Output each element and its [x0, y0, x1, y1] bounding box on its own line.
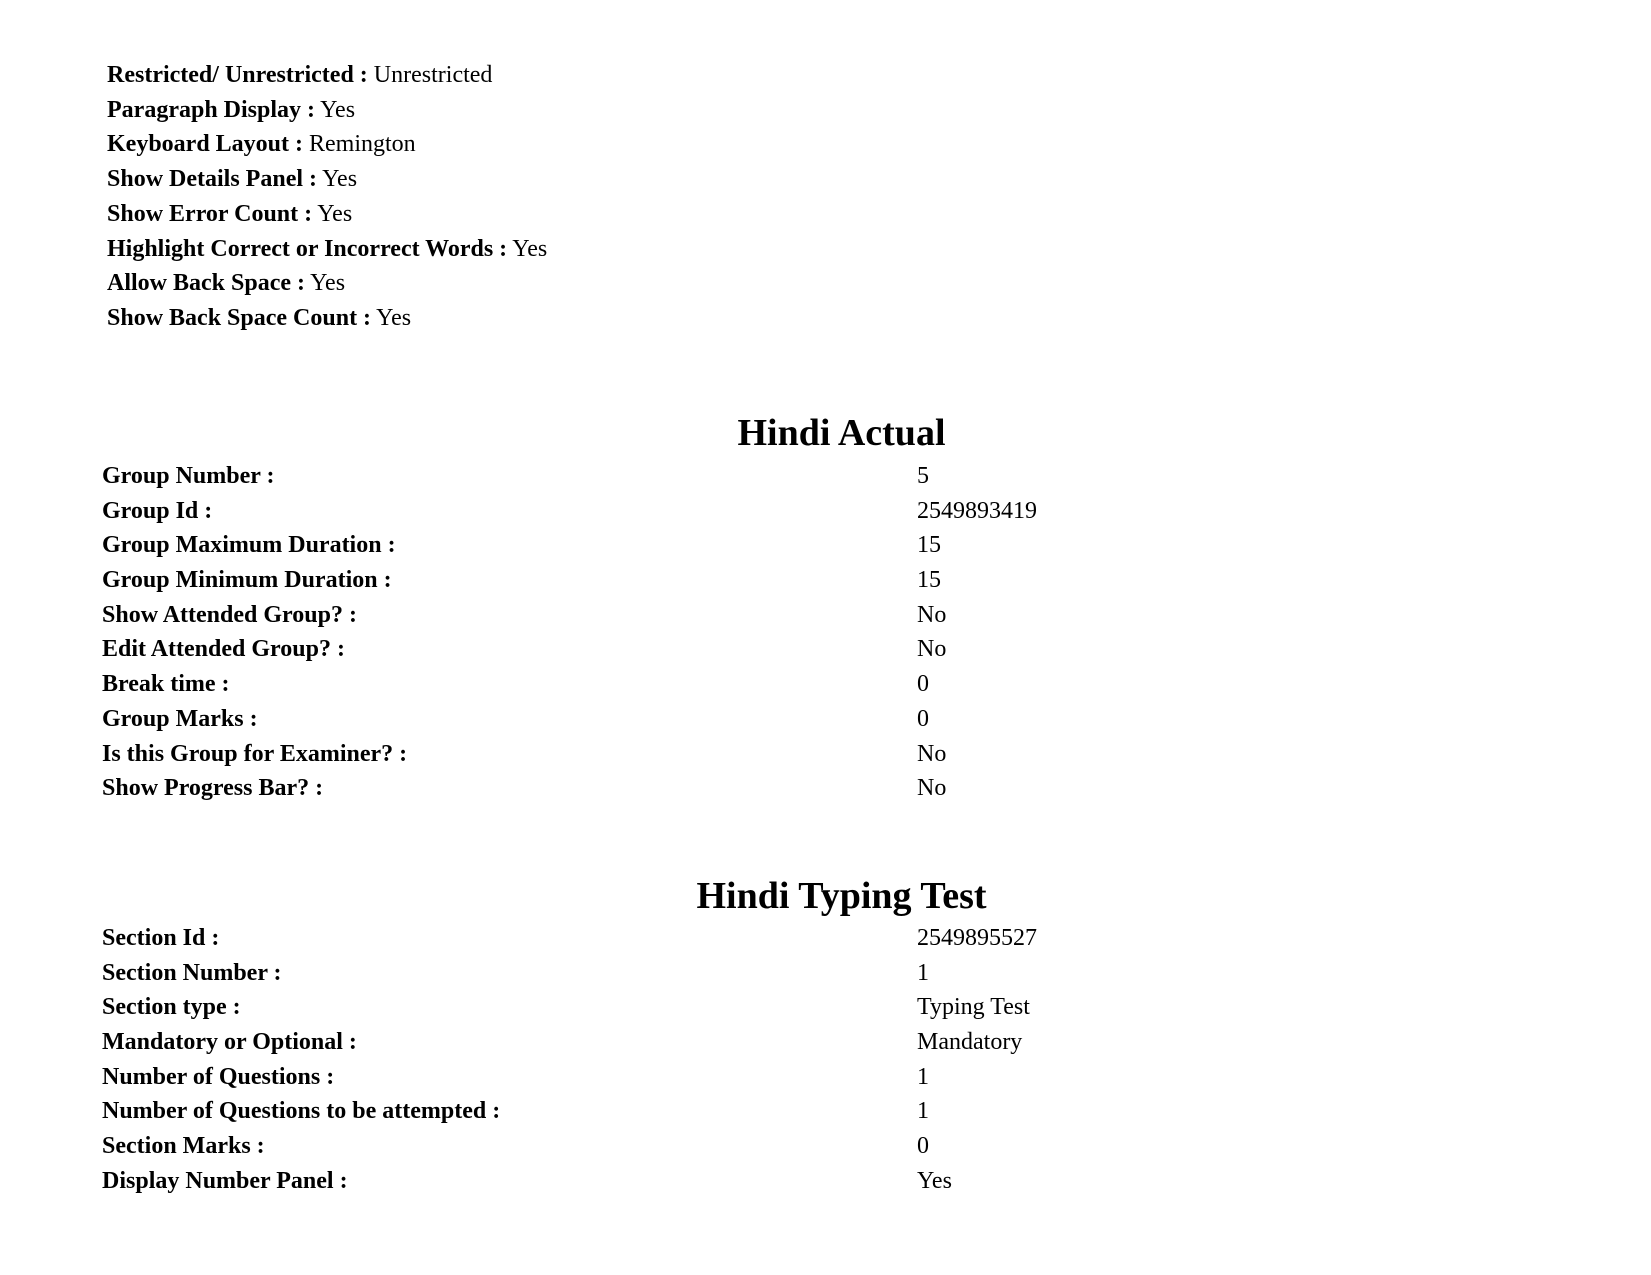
- section-details-table: [102, 921, 1102, 1199]
- row-value: 0: [917, 671, 929, 698]
- group-row-id: [102, 494, 1102, 529]
- row-value: No: [917, 636, 947, 663]
- setting-value: Yes: [310, 270, 346, 297]
- setting-label: Restricted/ Unrestricted :: [107, 62, 368, 88]
- group-row-edit-attended: [102, 632, 1102, 667]
- row-value: 1: [917, 959, 929, 986]
- setting-value: Yes: [376, 304, 412, 331]
- setting-show-back-space-count: [107, 301, 547, 336]
- group-details-table: [102, 459, 1102, 806]
- row-value: Yes: [917, 1167, 952, 1194]
- setting-label: Allow Back Space :: [107, 270, 305, 297]
- row-value: 15: [917, 532, 941, 559]
- row-label: Show Progress Bar? :: [102, 775, 324, 802]
- typing-settings-list: [107, 58, 547, 336]
- setting-value: Remington: [309, 131, 416, 158]
- row-value: 5: [917, 463, 929, 489]
- setting-keyboard-layout: [107, 127, 547, 162]
- row-value: 15: [917, 567, 941, 594]
- group-row-for-examiner: [102, 737, 1102, 772]
- setting-label: Show Details Panel :: [107, 166, 317, 193]
- setting-label: Highlight Correct or Incorrect Words :: [107, 235, 508, 262]
- section-row-type: [102, 990, 1102, 1025]
- group-row-min-duration: [102, 563, 1102, 598]
- group-title: Hindi Actual: [737, 412, 946, 454]
- row-label: Break time :: [102, 671, 230, 698]
- section-row-number: [102, 956, 1102, 991]
- setting-label: Paragraph Display :: [107, 96, 316, 123]
- setting-allow-back-space: [107, 266, 547, 301]
- row-value: No: [917, 775, 947, 802]
- row-label: Number of Questions to be attempted :: [102, 1098, 501, 1125]
- row-value: No: [917, 601, 947, 628]
- setting-value: Yes: [322, 166, 358, 193]
- row-label: Edit Attended Group? :: [102, 636, 345, 663]
- group-row-max-duration: [102, 528, 1102, 563]
- section-row-mandatory: [102, 1025, 1102, 1060]
- row-label: Group Number :: [102, 463, 275, 489]
- row-value: 2549893419: [917, 497, 1037, 524]
- row-label: Section type :: [102, 994, 241, 1021]
- setting-show-details-panel: [107, 162, 547, 197]
- row-value: 1: [917, 1098, 929, 1125]
- row-label: Display Number Panel :: [102, 1167, 348, 1194]
- group-row-marks: [102, 702, 1102, 737]
- section-row-number-panel: [102, 1164, 1102, 1199]
- setting-label: Show Error Count :: [107, 200, 313, 227]
- row-value: 0: [917, 1133, 929, 1160]
- row-label: Group Marks :: [102, 705, 258, 732]
- setting-paragraph-display: [107, 93, 547, 128]
- row-label: Number of Questions :: [102, 1063, 335, 1090]
- setting-show-error-count: [107, 197, 547, 232]
- section-row-id: [102, 921, 1102, 956]
- group-row-break-time: [102, 667, 1102, 702]
- setting-restricted: [107, 58, 547, 93]
- row-value: Typing Test: [917, 994, 1030, 1021]
- row-label: Group Maximum Duration :: [102, 532, 396, 559]
- setting-label: Show Back Space Count :: [107, 304, 372, 331]
- setting-value: Yes: [512, 235, 548, 262]
- row-label: Group Id :: [102, 497, 213, 524]
- row-label: Mandatory or Optional :: [102, 1029, 357, 1056]
- row-value: 0: [917, 705, 929, 732]
- section-row-questions-to-attempt: [102, 1094, 1102, 1129]
- row-label: Section Number :: [102, 959, 282, 986]
- section-row-marks: [102, 1129, 1102, 1164]
- row-label: Group Minimum Duration :: [102, 567, 392, 594]
- group-row-progress-bar: [102, 771, 1102, 806]
- row-value: Mandatory: [917, 1029, 1023, 1056]
- row-label: Is this Group for Examiner? :: [102, 740, 408, 767]
- setting-value: Unrestricted: [373, 62, 493, 88]
- row-value: No: [917, 740, 947, 767]
- setting-value: Yes: [317, 200, 353, 227]
- row-value: 2549895527: [917, 925, 1037, 951]
- group-row-number: [102, 459, 1102, 494]
- section-title: Hindi Typing Test: [696, 875, 987, 917]
- row-label: Section Id :: [102, 925, 220, 951]
- row-value: 1: [917, 1063, 929, 1090]
- section-row-question-count: [102, 1060, 1102, 1095]
- row-label: Section Marks :: [102, 1133, 265, 1160]
- group-row-show-attended: [102, 598, 1102, 633]
- row-label: Show Attended Group? :: [102, 601, 357, 628]
- setting-value: Yes: [320, 96, 356, 123]
- setting-highlight-words: [107, 232, 547, 267]
- setting-label: Keyboard Layout :: [107, 131, 304, 158]
